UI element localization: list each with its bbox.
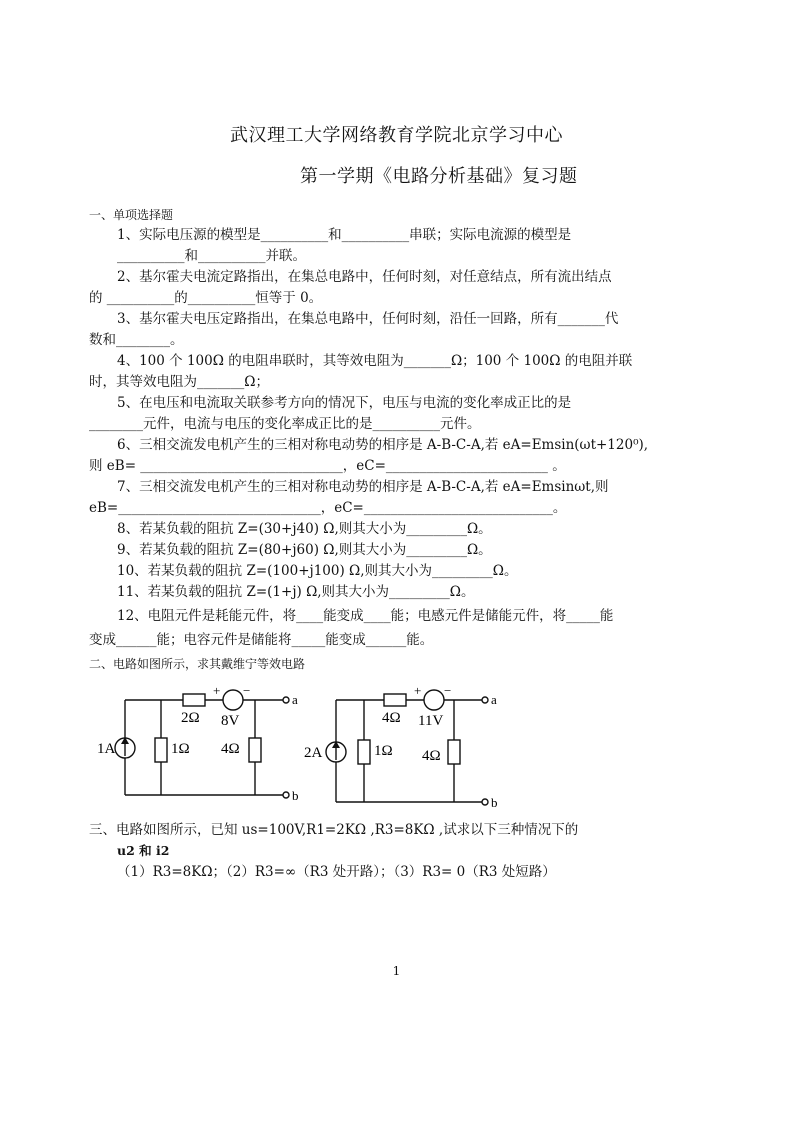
plus-sign: + [414,683,422,698]
question-line: 则 eB= ______________________________，eC=________________________ 。 [89,458,566,474]
section3-line-1: 三、电路如图所示，已知 us=100V,R1=2KΩ ,R3=8KΩ ,试求以下三种情况下的 [89,822,579,838]
section3-line-2: u2 和 i2 [117,843,170,858]
question-line: 12、电阻元件是耗能元件，将____能变成____能；电感元件是储能元件，将_____能 [117,608,614,624]
shunt-resistor-1-label: 1Ω [171,741,190,757]
terminal-a-label: a [292,692,298,707]
question-line: 7、三相交流发电机产生的三相对称电动势的相序是 A-B-C-A,若 eA=Emsinωt,则 [117,479,609,495]
question-line: __________和__________并联。 [117,248,306,264]
question-line: 4、100 个 100Ω 的电阻串联时，其等效电阻为_______Ω；100 个 100Ω 的电阻并联 [117,353,633,369]
series-resistor-label: 4Ω [382,710,401,726]
question-line: 1、实际电压源的模型是__________和__________串联；实际电流源的模型是 [117,227,572,243]
question-line: 2、基尔霍夫电流定路指出，在集总电路中，任何时刻，对任意结点，所有流出结点 [117,269,612,285]
question-line: 数和________。 [89,332,184,348]
terminal-b-label: b [491,795,498,810]
terminal-b-label: b [292,788,299,803]
question-line: 9、若某负载的阻抗 Z=(80+j60) Ω,则其大小为_________Ω。 [117,542,492,558]
minus-sign: − [243,683,251,698]
current-source-label: 1A [97,741,116,757]
circuit-diagram-1 [95,680,305,810]
question-line: 8、若某负载的阻抗 Z=(30+j40) Ω,则其大小为_________Ω。 [117,521,492,537]
question-line: 10、若某负载的阻抗 Z=(100+j100) Ω,则其大小为_________Ω。 [117,563,518,579]
plus-sign: + [213,683,221,698]
question-line: 时，其等效电阻为_______Ω； [89,374,269,390]
section2-heading: 二、电路如图所示，求其戴维宁等效电路 [89,657,306,671]
question-line: 11、若某负载的阻抗 Z=(1+j) Ω,则其大小为_________Ω。 [117,584,475,600]
document-title: 武汉理工大学网络教育学院北京学习中心 [230,125,563,146]
question-line: 的 __________的__________恒等于 0。 [89,290,323,306]
section1-heading: 一、单项选择题 [89,208,174,222]
voltage-source-label: 8V [221,713,240,729]
shunt-resistor-1-label: 1Ω [374,743,393,759]
question-line: 变成______能；电容元件是储能将_____能变成______能。 [89,632,434,648]
question-line: ________元件，电流与电压的变化率成正比的是__________元件。 [89,416,481,432]
shunt-resistor-2-label: 4Ω [422,748,441,764]
current-source-label: 2A [304,745,323,761]
series-resistor-label: 2Ω [181,710,200,726]
minus-sign: − [444,683,452,698]
section3-line-3: （1）R3=8KΩ；（2）R3=∞（R3 处开路）；（3）R3= 0（R3 处短路） [117,864,556,880]
question-line: 5、在电压和电流取关联参考方向的情况下，电压与电流的变化率成正比的是 [117,395,572,411]
circuit-diagram-2 [300,680,510,810]
shunt-resistor-2-label: 4Ω [221,741,240,757]
question-line: 3、基尔霍夫电压定路指出，在集总电路中，任何时刻，沿任一回路，所有_______代 [117,311,619,327]
page-number: 1 [392,964,401,978]
document-subtitle: 第一学期《电路分析基础》复习题 [300,166,578,187]
voltage-source-label: 11V [418,713,444,729]
terminal-a-label: a [491,692,497,707]
question-line: eB=______________________________，eC=____________________________。 [89,500,567,516]
question-line: 6、三相交流发电机产生的三相对称电动势的相序是 A-B-C-A,若 eA=Emsin(ωt+120⁰), [117,437,649,453]
